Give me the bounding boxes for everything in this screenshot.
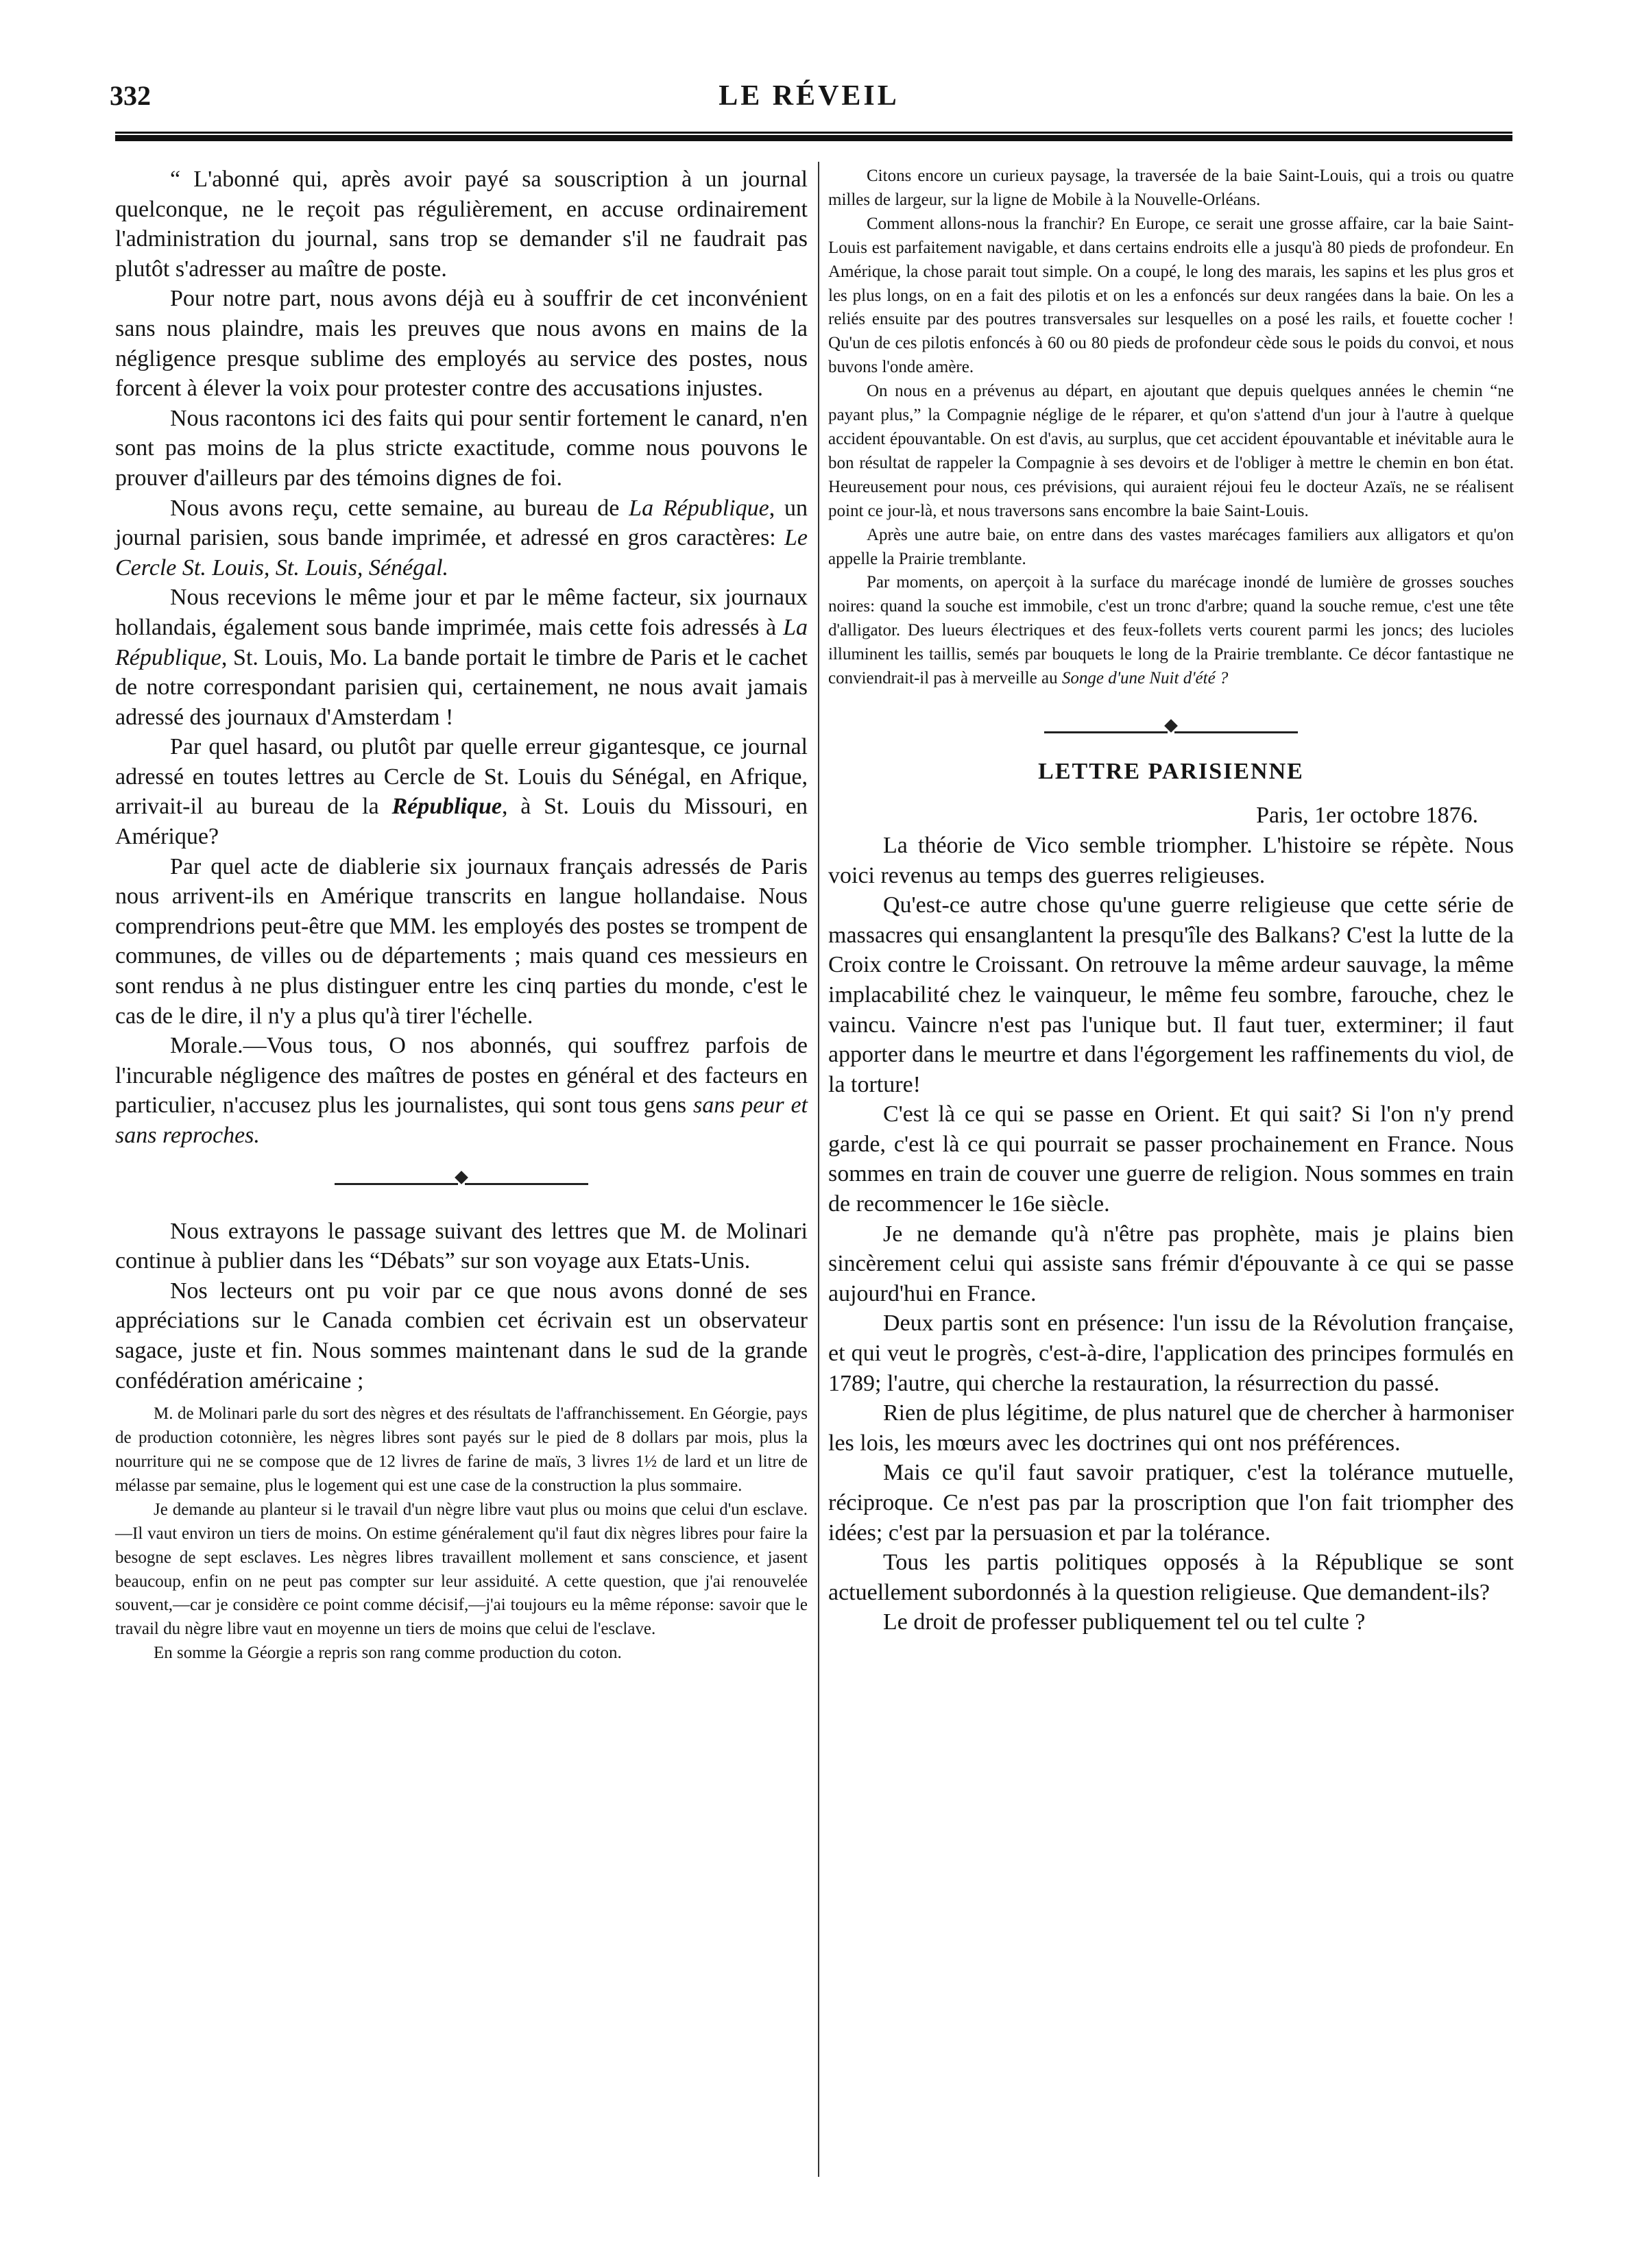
section-ornament xyxy=(115,1170,808,1184)
text-run: Par quel hasard, ou plutôt par quelle erreur gigantesque, ce journal adressé en toutes lettres au Cercle de St. Louis du Sénégal, en Afrique, arrivait-il au bureau de la xyxy=(115,734,808,820)
page-number: 332 xyxy=(110,80,151,111)
article-paragraph: Deux partis sont en présence: l'un issu de la Révolution française, et qui veut le progrès, c'est-à-dire, l'application des principes formulés en 1789; l'autre, qui cherche la restauration, la résurrection du passé. xyxy=(828,1310,1514,1396)
text-run: , un journal parisien, sous bande imprimée, et adressé en gros caractères: xyxy=(115,495,808,551)
quoted-paragraph: Comment allons-nous la franchir? En Europe, ce serait une grosse affaire, car la baie Saint-Louis est parfaitement navigable, et dans certains endroits elle a jusqu'à 80 pieds de profondeur. En Amérique, la chose parait tout simple. On a coupé, le long des marais, les sapins et les plus gros et les plus longs, on en a fait des pilotis et on les a enfoncés sur deux rangées dans la baie. On les a reliés ensuite par des poutres transversales sur lesquelles on a posé les rails, et fouette cocher ! Qu'un de ces pilotis enfoncés à 60 ou 80 pieds de profondeur cède sous le poids du convoi, et nous buvons l'onde amère. xyxy=(828,214,1514,377)
quoted-paragraph xyxy=(828,571,1514,691)
quoted-paragraph: En somme la Géorgie a repris son rang comme production du coton. xyxy=(154,1644,622,1663)
page-header xyxy=(110,80,1508,121)
text-run: Morale.—Vous tous, O nos abonnés, qui souffrez parfois de l'incurable négligence des maîtres de postes en général et des facteurs en particulier, n'accusez plus les journalistes, qui sont tous gens xyxy=(115,1033,808,1119)
article-paragraph: Qu'est-ce autre chose qu'une guerre religieuse que cette série de massacres qui ensanglantent la presqu'île des Balkans? C'est la lutte de la Croix contre le Croissant. On retrouve la même ardeur sauvage, la même implacabilité chez le vainqueur, le même feu sombre, farouche, chez le vaincu. Vaincre n'est pas l'unique but. Il faut tuer, exterminer; il faut apporter dans le meurtre et dans l'égorgement les raffinements du viol, de la torture! xyxy=(828,892,1514,1097)
dateline: Paris, 1er octobre 1876. xyxy=(1256,802,1478,828)
article-paragraph: Rien de plus légitime, de plus naturel que de chercher à harmoniser les lois, les mœurs avec les doctrines qui ont nos préférences. xyxy=(828,1400,1514,1456)
text-run: , St. Louis, Mo. La bande portait le timbre de Paris et le cachet de notre correspondant parisien qui, certainement, ne nous avait jamais adressé des journaux d'Amsterdam ! xyxy=(115,644,808,730)
article-paragraph: Nous racontons ici des faits qui pour sentir fortement le canard, n'en sont pas moins de la plus stricte exactitude, comme nous pouvons le prouver d'ailleurs par des témoins dignes de foi. xyxy=(115,405,808,491)
italic-phrase: sans peur et sans reproches. xyxy=(115,1093,808,1148)
address-text: Le Cercle St. Louis, St. Louis, Sénégal. xyxy=(115,525,808,581)
article-paragraph: La théorie de Vico semble triompher. L'histoire se répète. Nous voici revenus au temps des guerres religieuses. xyxy=(828,832,1514,888)
header-rule xyxy=(115,132,1512,141)
article-paragraph xyxy=(115,493,808,583)
article-paragraph: Nos lecteurs ont pu voir par ce que nous avons donné de ses appréciations sur le Canada combien cet écrivain est un observateur sagace, juste et fin. Nous sommes maintenant dans le sud de la grande confédération américaine ; xyxy=(115,1278,808,1393)
section-title: LETTRE PARISIENNE xyxy=(1038,758,1304,784)
newspaper-title: LE RÉVEIL xyxy=(719,80,900,112)
quoted-paragraph: Après une autre baie, on entre dans des vastes marécages familiers aux alligators et qu'on appelle la Prairie tremblante. xyxy=(828,525,1514,568)
text-run: , à St. Louis du Missouri, en Amérique? xyxy=(115,794,808,850)
quoted-paragraph: M. de Molinari parle du sort des nègres et des résultats de l'affranchissement. En Géorgie, pays de production cotonnière, les nègres libres sont payés sur le pied de 8 dollars par mois, plus la nourriture qui ne se compose que de 12 livres de farine de maïs, 3 livres 1½ de lard et un litre de mélasse par semaine, plus le logement qui est une case de la construction la plus sommaire. xyxy=(115,1404,808,1495)
newspaper-name: La République xyxy=(115,614,808,670)
newspaper-name: République xyxy=(391,794,503,820)
section-ornament xyxy=(828,718,1514,732)
article-paragraph: Par quel acte de diablerie six journaux français adressés de Paris nous arrivent-ils en Amérique transcrits en langue hollandaise. Nous comprendrions peut-être que MM. les employés des postes se trompent de communes, de villes ou de départements ; mais quand ces messieurs en sont rendus à ne plus distinguer entre les cinq parties du monde, c'est le cas de le dire, il n'y a plus qu'à tirer l'échelle. xyxy=(115,853,808,1029)
left-column xyxy=(115,164,808,1666)
article-paragraph: Mais ce qu'il faut savoir pratiquer, c'est la tolérance mutuelle, réciproque. Ce n'est pas par la proscription que l'on fait triompher des idées; c'est par la persuasion et par la tolérance. xyxy=(828,1460,1514,1546)
right-column xyxy=(828,164,1514,1637)
article-paragraph: Pour notre part, nous avons déjà eu à souffrir de cet inconvénient sans nous plaindre, mais les preuves que nous avons en mains de la négligence presque sublime des employés au service des postes, nous forcent à élever la voix pour protester contre des accusations injustes. xyxy=(115,286,808,402)
article-paragraph: Tous les partis politiques opposés à la République se sont actuellement subordonnés à la question religieuse. Que demandent-ils? xyxy=(828,1550,1514,1605)
article-paragraph: Nous extrayons le passage suivant des lettres que M. de Molinari continue à publier dans les “Débats” sur son voyage aux Etats-Unis. xyxy=(115,1218,808,1274)
text-run: Par moments, on aperçoit à la surface du marécage inondé de lumière de grosses souches noires: quand la souche est immobile, c'est un tronc d'arbre; quand la souche remue, c'est une tête d'alligator. Des lueurs électriques et des feux-follets verts courent parmi les joncs; des lucioles illuminent les taillis, semés par bouquets le long de la Prairie tremblante. Ce décor fantastique ne conviendrait-il pas à merveille au xyxy=(828,573,1514,688)
quoted-paragraph: Je demande au planteur si le travail d'un nègre libre vaut plus ou moins que celui d'un esclave.—Il vaut environ un tiers de moins. On estime généralement qu'il faut dix nègres libres pour faire la besogne de sept esclaves. Les nègres libres travaillent mollement et sans conscience, et jasent beaucoup, enfin on ne peut pas compter sur leur assiduité. A cette question, que j'ai renouvelée souvent,—car je considère ce point comme décisif,—j'ai toujours eu la même réponse: savoir que le travail du nègre libre vaut en moyenne un tiers de moins que celui de l'esclave. xyxy=(115,1500,808,1639)
article-paragraph: Le droit de professer publiquement tel ou tel culte ? xyxy=(883,1609,1366,1635)
article-paragraph xyxy=(115,1031,808,1150)
article-paragraph xyxy=(115,732,808,851)
quoted-paragraph: Citons encore un curieux paysage, la traversée de la baie Saint-Louis, qui a trois ou quatre milles de largeur, sur la ligne de Mobile à la Nouvelle-Orléans. xyxy=(828,167,1514,209)
text-run: Nous avons reçu, cette semaine, au bureau de xyxy=(170,495,629,521)
article-paragraph xyxy=(115,583,808,732)
column-divider xyxy=(818,162,819,2177)
italic-phrase: Songe d'une Nuit d'été ? xyxy=(1061,669,1229,688)
text-run: Nous recevions le même jour et par le même facteur, six journaux hollandais, également sous bande imprimée, mais cette fois adressés à xyxy=(115,585,808,640)
article-paragraph: Je ne demande qu'à n'être pas prophète, mais je plains bien sincèrement celui qui assiste sans frémir d'épouvante à ce qui se passe aujourd'hui en France. xyxy=(828,1221,1514,1306)
newspaper-name: La République xyxy=(629,495,769,521)
article-paragraph: “ L'abonné qui, après avoir payé sa souscription à un journal quelconque, ne le reçoit pas régulièrement, en accuse ordinairement l'administration du journal, sans trop se demander s'il ne faudrait pas plutôt s'adresser au maître de poste. xyxy=(115,167,808,282)
quoted-paragraph: On nous en a prévenus au départ, en ajoutant que depuis quelques années le chemin “ne payant plus,” la Compagnie néglige de le réparer, et qu'on s'attend d'un jour à l'autre à quelque accident épouvantable. On est d'avis, au surplus, que cet accident épouvantable et inévitable aura le bon résultat de rappeler la Compagnie à ses devoirs et de l'obliger à mettre le chemin en bon état. Heureusement pour nous, ces prévisions, qui auraient réjoui feu le docteur Azaïs, ne se réalisent point ce jour-là, et nous traversons sans encombre la baie Saint-Louis. xyxy=(828,382,1514,520)
article-paragraph: C'est là ce qui se passe en Orient. Et qui sait? Si l'on n'y prend garde, c'est là ce qui pourrait se passer prochainement en France. Nous sommes en train de couver une guerre de religion. Nous sommes en train de recommencer le 16e siècle. xyxy=(828,1101,1514,1217)
